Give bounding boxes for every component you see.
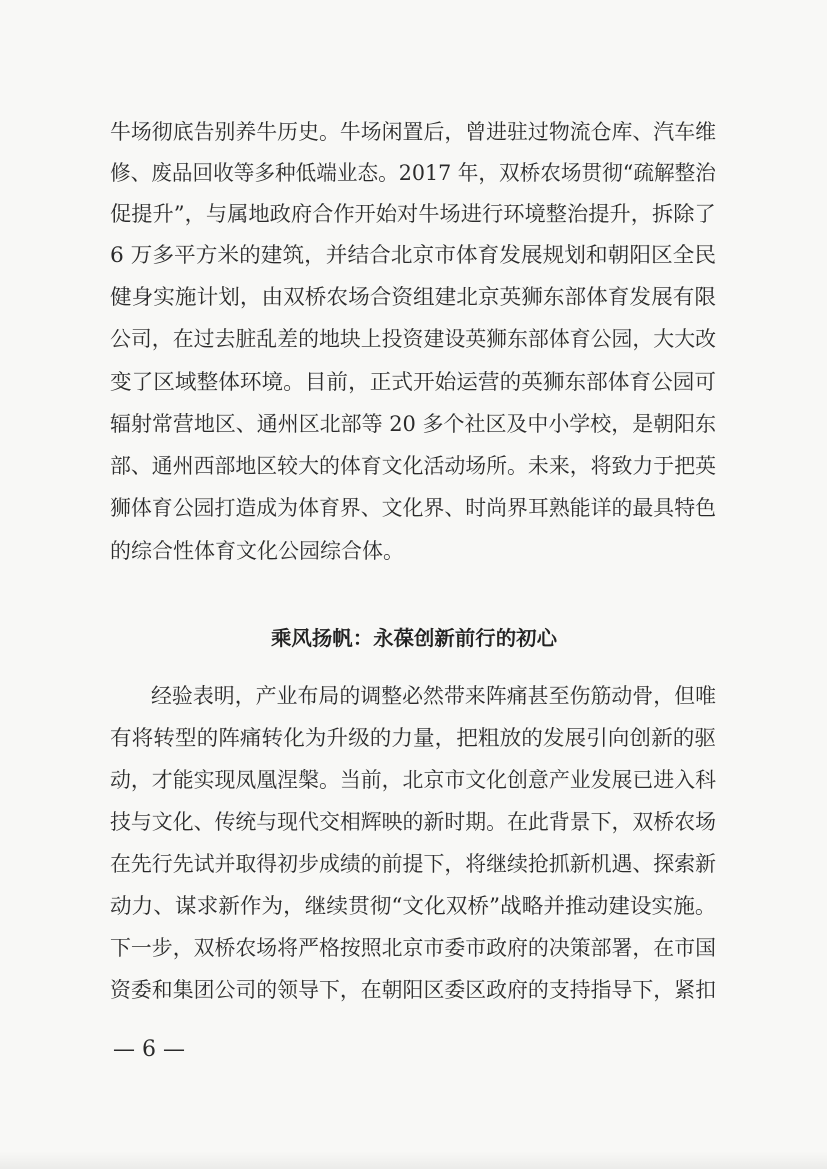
text-line: 促提升”，与属地政府合作开始对牛场进行环境整治提升，拆除了: [110, 202, 716, 226]
text-line: 狮体育公园打造成为体育界、文化界、时尚界耳熟能详的最具特色: [110, 496, 716, 520]
text-line: 经验表明，产业布局的调整必然带来阵痛甚至伤筋动骨，但唯: [151, 684, 716, 708]
text-line: 技与文化、传统与现代交相辉映的新时期。在此背景下，双桥农场: [110, 810, 716, 834]
page-number: — 6 —: [113, 1037, 185, 1062]
text-line: 6 万多平方米的建筑，并结合北京市体育发展规划和朝阳区全民: [110, 243, 717, 267]
text-line: 有将转型的阵痛转化为升级的力量，把粗放的发展引向创新的驱: [110, 726, 716, 750]
text-line: 动力、谋求新作为，继续贯彻“文化双桥”战略并推动建设实施。: [110, 894, 717, 918]
text-line: 修、废品回收等多种低端业态。2017 年，双桥农场贯彻“疏解整治: [110, 161, 716, 185]
text-line: 动，才能实现凤凰涅槃。当前，北京市文化创意产业发展已进入科: [110, 768, 716, 792]
section-title: 乘风扬帆：永葆创新前行的初心: [271, 626, 557, 650]
text-line: 资委和集团公司的领导下，在朝阳区委区政府的支持指导下，紧扣: [110, 978, 716, 1002]
text-line: 的综合性体育文化公园综合体。: [110, 539, 404, 563]
text-line: 下一步，双桥农场将严格按照北京市委市政府的决策部署，在市国: [110, 936, 716, 960]
text-line: 健身实施计划，由双桥农场合资组建北京英狮东部体育发展有限: [110, 285, 716, 309]
text-line: 在先行先试并取得初步成绩的前提下，将继续抢抓新机遇、探索新: [110, 852, 716, 876]
text-line: 变了区域整体环境。目前，正式开始运营的英狮东部体育公园可: [110, 370, 716, 394]
text-line: 部、通州西部地区较大的体育文化活动场所。未来，将致力于把英: [110, 454, 716, 478]
text-line: 辐射常营地区、通州区北部等 20 多个社区及中小学校，是朝阳东: [110, 412, 717, 436]
scan-edge-shadow: [0, 1151, 827, 1169]
text-line: 牛场彻底告别养牛历史。牛场闲置后，曾进驻过物流仓库、汽车维: [110, 120, 716, 144]
text-line: 公司，在过去脏乱差的地块上投资建设英狮东部体育公园，大大改: [110, 327, 716, 351]
